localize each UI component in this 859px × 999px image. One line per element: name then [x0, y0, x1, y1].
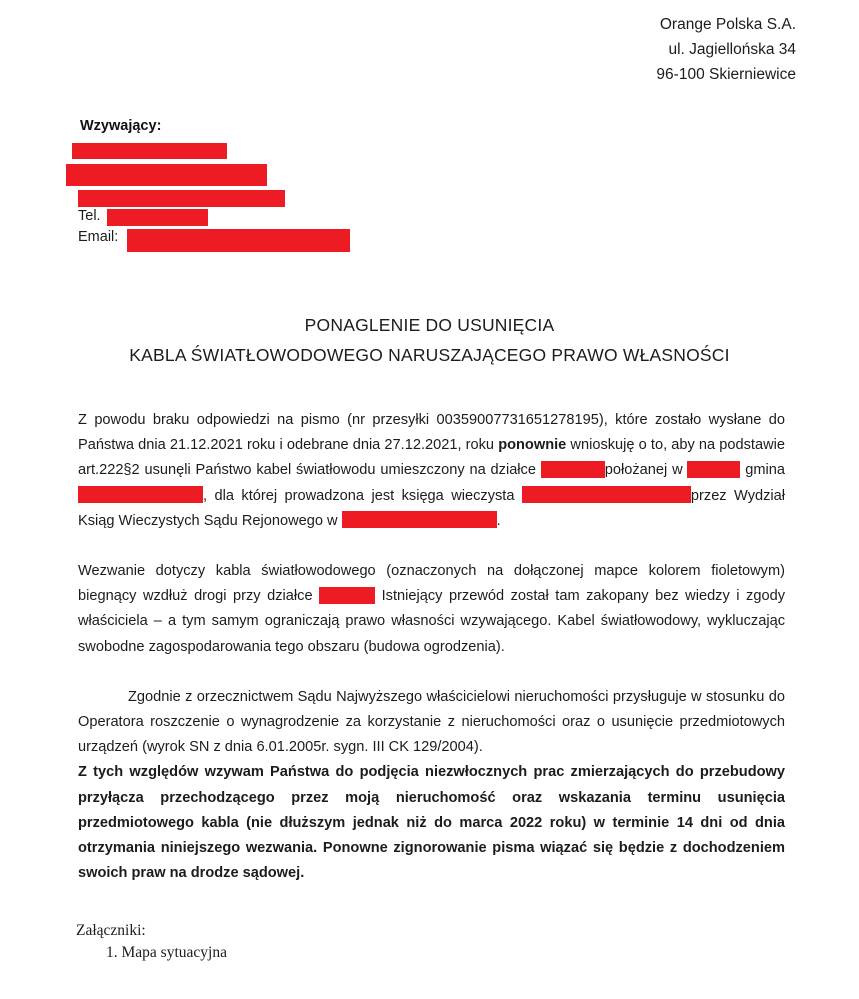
attachment-item-1: 1. Mapa sytuacyjna: [106, 944, 227, 961]
redaction-municipality: [78, 486, 203, 503]
paragraph-4-demand: Z tych względów wzywam Państwa do podjęcia niezwłocznych prac zmierzających do przebudowy przyłącza przechodzącego przez moją nieruchomość oraz wskazania terminu usunięcia przedmiotowego kabla (nie dłuższym jednak niż do marca 2022 roku) w terminie 14 dni od dnia otrzymania niniejszego wezwania. Ponowne zignorowanie pisma wiązać się będzie z dochodzeniem swoich praw na drodze sądowej.: [78, 764, 785, 882]
redaction-parcel-number-2: [319, 587, 375, 604]
tel-label: Tel.: [78, 208, 101, 224]
redaction-parcel-number-1: [541, 461, 605, 478]
p1-segment-3: położanej w: [604, 462, 688, 479]
p1-segment-2: wnioskuję o to, aby na podstawie art.222§2 usunęli Państwo kabel światłowodu umieszczony na działce: [78, 437, 785, 479]
document-body: [78, 408, 785, 886]
redaction-bar-email: [127, 229, 350, 252]
redaction-bar-tel: [107, 209, 208, 226]
sender-street: ul. Jagiellońska 34: [668, 41, 796, 58]
redaction-locality: [687, 461, 740, 478]
redaction-bar-address-line2: [78, 190, 285, 207]
paragraph-1: [78, 408, 785, 534]
page-title-line-1: PONAGLENIE DO USUNIĘCIA: [304, 315, 555, 335]
sender-city: 96-100 Skierniewice: [656, 66, 796, 83]
p1-segment-7: .: [496, 512, 501, 529]
page-title-line-2: KABLA ŚWIATŁOWODOWEGO NARUSZAJĄCEGO PRAWO WŁASNOŚCI: [129, 345, 730, 365]
caller-heading: Wzywający:: [80, 118, 162, 134]
paragraph-3: Zgodnie z orzecznictwem Sądu Najwyższego właścicielowi nieruchomości przysługuje w stosunku do Operatora roszczenie o wynagrodzenie za korzystanie z nieruchomości oraz o usunięcie przedmiotowych urządzeń (wyrok SN z dnia 6.01.2005r. sygn. III CK 129/2004).: [78, 688, 785, 756]
p1-segment-1: Z powodu braku odpowiedzi na pismo (nr przesyłki 00359007731651278195), które zostało wysłane do Państwa dnia 21.12.2021 roku i odebrane dnia 27.12.2021, roku: [78, 412, 785, 454]
p1-bold-ponownie: ponownie: [498, 437, 567, 454]
p1-segment-6: przez Wydział Ksiąg Wieczystych Sądu Rejonowego w: [78, 487, 785, 529]
attachments-heading: Załączniki:: [76, 922, 146, 939]
paragraph-2: [78, 559, 785, 660]
page-title: [0, 310, 859, 370]
redaction-land-register-number: [522, 486, 691, 503]
sender-address-block: [656, 12, 796, 87]
p1-segment-5: , dla której prowadzona jest księga wieczysta: [203, 487, 522, 504]
email-label: Email:: [78, 229, 119, 245]
p2-segment-1: Wezwanie dotyczy kabla światłowodowego (oznaczonych na dołączonej mapce kolorem fioletowym) biegnący wzdłuż drogi przy działce: [78, 563, 785, 605]
redaction-bar-address-line1: [66, 164, 267, 186]
redaction-court-city: [342, 511, 497, 528]
p1-segment-4: gmina: [740, 462, 785, 479]
p2-segment-2: Istniejący przewód został tam zakopany bez wiedzy i zgody właściciela – a tym samym ograniczają prawo własności wzywającego. Kabel światłowodowy, wykluczając swobodne zagospodarowania tego obszaru (budowa ogrodzenia).: [78, 588, 785, 655]
attachments-block: [76, 920, 227, 964]
redaction-bar-name: [72, 143, 227, 159]
sender-company: Orange Polska S.A.: [659, 16, 796, 33]
